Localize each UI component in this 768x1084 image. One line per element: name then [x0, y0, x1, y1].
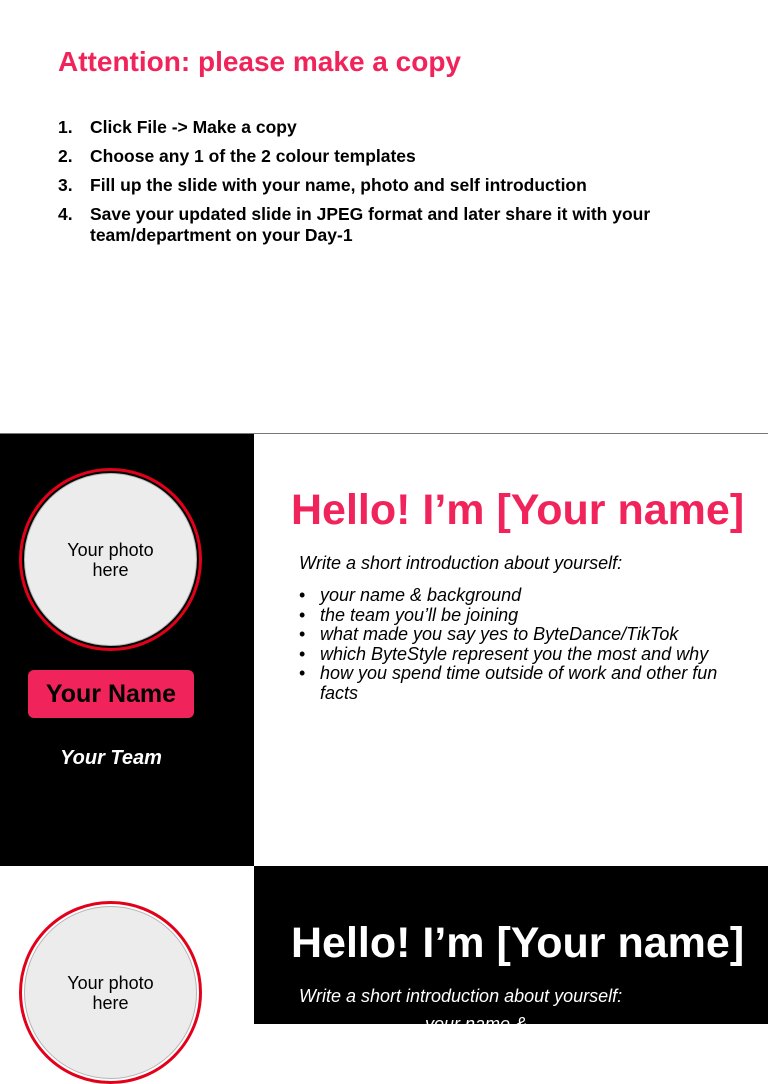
team-label: Your Team [60, 747, 162, 769]
template2-first-bullet: your name & background [425, 1014, 528, 1054]
template2-headline: Hello! I’m [Your name] [291, 919, 745, 967]
template1-photo-frame[interactable] [19, 468, 202, 651]
step-text: Fill up the slide with your name, photo and self introduction [90, 175, 587, 195]
list-item: • your name & background [299, 586, 739, 606]
step-number: 1. [58, 117, 73, 137]
list-item: • how you spend time outside of work and other fun facts [299, 664, 739, 703]
step-number: 4. [58, 204, 73, 224]
step-number: 2. [58, 146, 73, 166]
list-item: • the team you’ll be joining [299, 606, 739, 626]
step-number: 3. [58, 175, 73, 195]
photo-placeholder-label: Your photo here [67, 539, 154, 580]
instructions-slide [0, 0, 768, 433]
template2-photo-frame[interactable] [19, 901, 202, 1084]
attention-title: Attention: please make a copy [58, 46, 462, 77]
instruction-step [58, 204, 748, 246]
template2-intro: Write a short introduction about yourself: [299, 986, 623, 1006]
photo-placeholder-label: Your photo here [67, 972, 154, 1013]
template1-intro: Write a short introduction about yourself: [299, 553, 623, 573]
list-item: • what made you say yes to ByteDance/TikTok [299, 625, 739, 645]
instruction-step [58, 175, 748, 196]
step-text: Choose any 1 of the 2 colour templates [90, 146, 416, 166]
step-text: Save your updated slide in JPEG format and later share it with your team/department on your Day-1 [90, 204, 651, 245]
template1-headline: Hello! I’m [Your name] [291, 486, 745, 534]
list-item: • which ByteStyle represent you the most and why [299, 645, 739, 665]
name-label: Your Name [45, 679, 177, 708]
instruction-step [58, 146, 748, 167]
name-badge [28, 670, 194, 718]
template1-bullet-list [299, 586, 739, 703]
instruction-step [58, 117, 748, 138]
instruction-steps [58, 117, 748, 254]
photo-placeholder [24, 906, 197, 1079]
step-text: Click File -> Make a copy [90, 117, 297, 137]
photo-placeholder [24, 473, 197, 646]
